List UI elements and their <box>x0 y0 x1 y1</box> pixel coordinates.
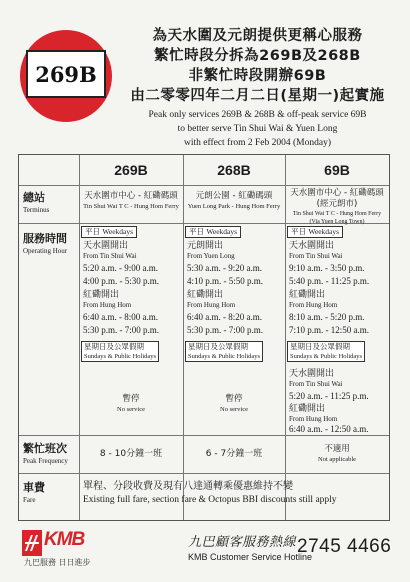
from-label-en: From Tin Shui Wai <box>83 252 137 260</box>
from-label-en: From Tin Shui Wai <box>289 380 343 388</box>
from-label-en: From Hung Hom <box>83 301 132 309</box>
header-en-line-2: to better serve Tin Shui Wai & Yuen Long <box>177 124 338 134</box>
time-range: 6:40 a.m. - 8:20 a.m. <box>187 312 262 322</box>
hotline-label-en: KMB Customer Service Hotline <box>188 552 313 562</box>
no-service-269b: 暫停 No service <box>117 394 145 413</box>
from-label: 紅磡開出 <box>289 404 326 414</box>
time-range: 5:30 p.m. - 7:00 p.m. <box>83 325 159 335</box>
time-range: 5:30 a.m. - 9:20 a.m. <box>187 263 262 273</box>
terminus-69b: 天水圍市中心 - 紅磡碼頭 (經元朗市) Tin Shui Wai T C - Hung Hom Ferry (Via Yuen Long Town) <box>290 188 384 225</box>
column-header-269b: 269B <box>114 162 148 178</box>
holiday-tag-268b: 星期日及公眾假期 Sundays & Public Holidays <box>185 341 263 362</box>
from-label: 紅磡開出 <box>187 290 224 300</box>
kmb-slogan: 九巴服務 日日進步 <box>24 558 91 567</box>
row-label-terminus: 總站 Terminus <box>23 191 50 214</box>
from-label-en: From Hung Hom <box>289 415 338 423</box>
from-label: 紅磡開出 <box>289 290 326 300</box>
weekdays-tag-268b: 平日 Weekdays <box>185 226 241 238</box>
time-range: 5:30 p.m. - 7:00 p.m. <box>187 325 263 335</box>
from-label: 元朗開出 <box>187 241 224 251</box>
column-header-268b: 268B <box>217 162 251 178</box>
row-label-operating-hour: 服務時間 Operating Hour <box>23 232 68 255</box>
terminus-268b: 元朗公園 - 紅磡碼頭 Yuen Long Park - Hung Hom Ferry <box>187 191 281 210</box>
time-range: 5:40 p.m. - 11:25 p.m. <box>289 276 370 286</box>
holiday-tag-69b: 星期日及公眾假期 Sundays & Public Holidays <box>287 341 365 362</box>
kmb-logo-icon <box>22 530 42 556</box>
table-divider <box>19 185 389 186</box>
from-label: 天水圍開出 <box>289 241 335 251</box>
row-label-fare: 車費 Fare <box>23 481 45 504</box>
header-zh-line-2: 繁忙時段分拆為269B及268B <box>154 48 361 64</box>
time-range: 4:10 p.m. - 5:50 p.m. <box>187 276 263 286</box>
terminus-269b: 天水圍市中心 - 紅磡碼頭 Tin Shui Wai T C - Hung Hom Ferry <box>83 191 179 210</box>
header-zh-line-1: 為天水圍及元朗提供更稱心服務 <box>152 28 363 44</box>
frequency-69b: 不適用 Not applicable <box>317 444 357 463</box>
from-label-en: From Hung Hom <box>187 301 236 309</box>
time-range: 6:40 a.m. - 8:00 a.m. <box>83 312 158 322</box>
frequency-269b: 8 - 10分鐘一班 <box>99 449 163 459</box>
time-range: 8:10 a.m. - 5:20 p.m. <box>289 312 365 322</box>
table-divider <box>19 473 389 474</box>
hotline-label-zh: 九巴顧客服務熱線 <box>188 535 297 550</box>
row-label-peak-frequency: 繁忙班次 Peak Frequency <box>23 442 68 465</box>
time-range: 5:20 a.m. - 9:00 a.m. <box>83 263 158 273</box>
hotline-number: 2745 4466 <box>297 536 392 557</box>
table-divider <box>19 435 389 436</box>
from-label: 天水圍開出 <box>289 369 335 379</box>
from-label-en: From Hung Hom <box>289 301 338 309</box>
time-range: 7:10 p.m. - 12:50 a.m. <box>289 325 369 335</box>
time-range: 4:00 p.m. - 5:30 p.m. <box>83 276 159 286</box>
from-label-en: From Yuen Long <box>187 252 235 260</box>
weekdays-tag-269b: 平日 Weekdays <box>81 226 137 238</box>
time-range: 5:20 a.m. - 11:25 p.m. <box>289 391 369 401</box>
from-label-en: From Tin Shui Wai <box>289 252 343 260</box>
from-label: 紅磡開出 <box>83 290 120 300</box>
kmb-logo: KMB <box>44 529 85 550</box>
route-badge: 269B <box>26 50 106 98</box>
header-zh-line-3: 非繁忙時段開辦69B <box>188 68 327 84</box>
time-range: 9:10 a.m. - 3:50 p.m. <box>289 263 365 273</box>
column-header-69b: 69B <box>324 162 350 178</box>
no-service-268b: 暫停 No service <box>220 394 248 413</box>
weekdays-tag-69b: 平日 Weekdays <box>287 226 343 238</box>
time-range: 6:40 a.m. - 12:50 a.m. <box>289 424 369 434</box>
header-en-line-3: with effect from 2 Feb 2004 (Monday) <box>183 138 332 148</box>
fare-note: 單程、分段收費及現有八達通轉乘優惠維持不變 Existing full fare, section fare & Octopus BBI discounts still apply <box>83 481 337 505</box>
holiday-tag-269b: 星期日及公眾假期 Sundays & Public Holidays <box>81 341 159 362</box>
frequency-268b: 6 - 7分鐘一班 <box>205 449 263 459</box>
from-label: 天水圍開出 <box>83 241 129 251</box>
header-zh-line-4: 由二零零四年二月二日(星期一)起實施 <box>130 88 385 104</box>
header-en-line-1: Peak only services 269B & 268B & off-peak service 69B <box>148 110 367 120</box>
schedule-table <box>18 154 390 521</box>
